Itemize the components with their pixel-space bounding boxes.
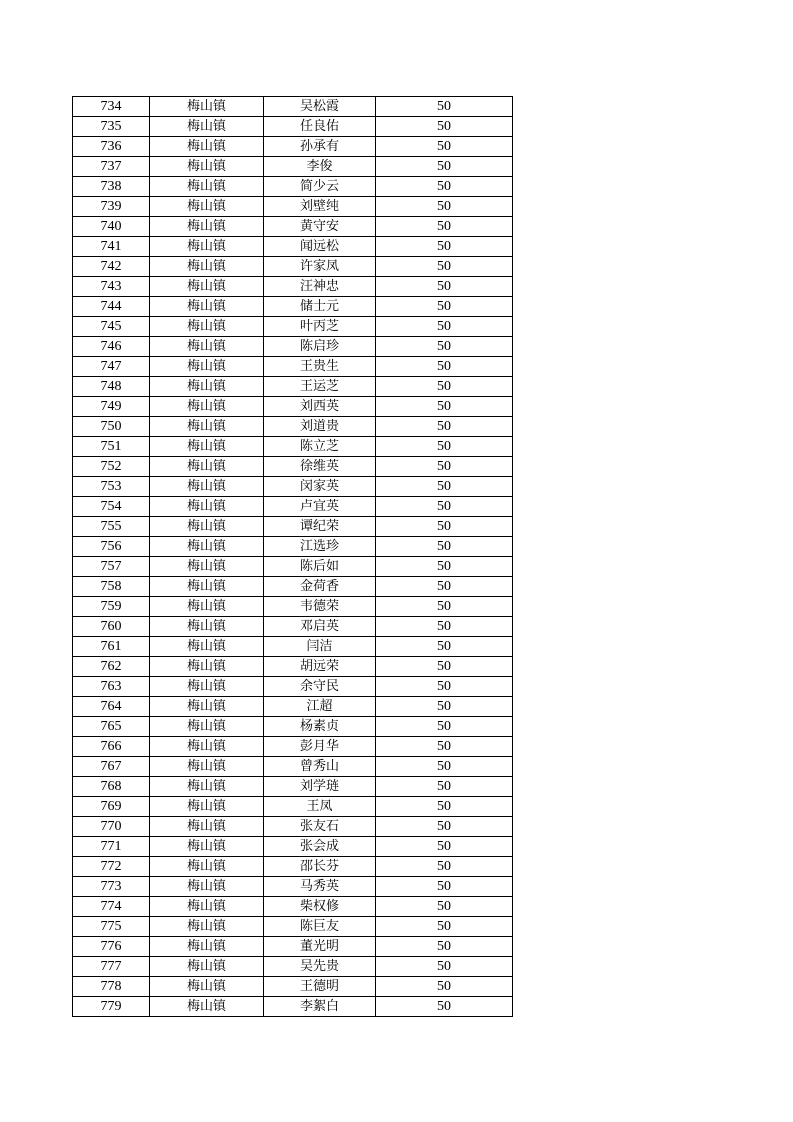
town-cell: 梅山镇 <box>150 257 264 277</box>
town-cell: 梅山镇 <box>150 577 264 597</box>
row-number-cell: 765 <box>73 717 150 737</box>
person-name-cell: 韦德荣 <box>264 597 376 617</box>
person-name-cell: 卢宜英 <box>264 497 376 517</box>
table-row <box>73 557 513 577</box>
amount-cell: 50 <box>376 957 513 977</box>
town-cell: 梅山镇 <box>150 797 264 817</box>
town-cell: 梅山镇 <box>150 317 264 337</box>
amount-cell: 50 <box>376 437 513 457</box>
person-name-cell: 吴先贵 <box>264 957 376 977</box>
town-cell: 梅山镇 <box>150 517 264 537</box>
person-name-cell: 马秀英 <box>264 877 376 897</box>
row-number-cell: 757 <box>73 557 150 577</box>
row-number-cell: 773 <box>73 877 150 897</box>
row-number-cell: 748 <box>73 377 150 397</box>
person-name-cell: 刘道贵 <box>264 417 376 437</box>
table-row <box>73 297 513 317</box>
person-name-cell: 任良佑 <box>264 117 376 137</box>
row-number-cell: 753 <box>73 477 150 497</box>
row-number-cell: 774 <box>73 897 150 917</box>
town-cell: 梅山镇 <box>150 297 264 317</box>
person-name-cell: 李絮白 <box>264 997 376 1017</box>
table-row <box>73 357 513 377</box>
table-row <box>73 417 513 437</box>
town-cell: 梅山镇 <box>150 597 264 617</box>
town-cell: 梅山镇 <box>150 997 264 1017</box>
row-number-cell: 779 <box>73 997 150 1017</box>
town-cell: 梅山镇 <box>150 697 264 717</box>
amount-cell: 50 <box>376 517 513 537</box>
table-row <box>73 617 513 637</box>
table-row <box>73 477 513 497</box>
table-row <box>73 177 513 197</box>
person-name-cell: 邵长芬 <box>264 857 376 877</box>
table-row <box>73 917 513 937</box>
table-row <box>73 977 513 997</box>
row-number-cell: 759 <box>73 597 150 617</box>
person-name-cell: 张会成 <box>264 837 376 857</box>
town-cell: 梅山镇 <box>150 157 264 177</box>
table-row <box>73 237 513 257</box>
table-row <box>73 317 513 337</box>
person-name-cell: 陈立芝 <box>264 437 376 457</box>
town-cell: 梅山镇 <box>150 197 264 217</box>
town-cell: 梅山镇 <box>150 457 264 477</box>
amount-cell: 50 <box>376 237 513 257</box>
town-cell: 梅山镇 <box>150 817 264 837</box>
table-row <box>73 377 513 397</box>
person-name-cell: 黄守安 <box>264 217 376 237</box>
amount-cell: 50 <box>376 417 513 437</box>
person-name-cell: 杨素贞 <box>264 717 376 737</box>
amount-cell: 50 <box>376 737 513 757</box>
town-cell: 梅山镇 <box>150 957 264 977</box>
row-number-cell: 760 <box>73 617 150 637</box>
town-cell: 梅山镇 <box>150 677 264 697</box>
town-cell: 梅山镇 <box>150 97 264 117</box>
amount-cell: 50 <box>376 837 513 857</box>
row-number-cell: 741 <box>73 237 150 257</box>
person-name-cell: 刘壁纯 <box>264 197 376 217</box>
amount-cell: 50 <box>376 717 513 737</box>
row-number-cell: 767 <box>73 757 150 777</box>
table-row <box>73 937 513 957</box>
person-name-cell: 邓启英 <box>264 617 376 637</box>
amount-cell: 50 <box>376 697 513 717</box>
table-row <box>73 857 513 877</box>
amount-cell: 50 <box>376 377 513 397</box>
table-row <box>73 817 513 837</box>
table-row <box>73 877 513 897</box>
town-cell: 梅山镇 <box>150 477 264 497</box>
town-cell: 梅山镇 <box>150 377 264 397</box>
amount-cell: 50 <box>376 617 513 637</box>
row-number-cell: 739 <box>73 197 150 217</box>
town-cell: 梅山镇 <box>150 937 264 957</box>
amount-cell: 50 <box>376 557 513 577</box>
town-cell: 梅山镇 <box>150 277 264 297</box>
row-number-cell: 749 <box>73 397 150 417</box>
table-row <box>73 257 513 277</box>
table-row <box>73 897 513 917</box>
table-row <box>73 757 513 777</box>
row-number-cell: 750 <box>73 417 150 437</box>
person-name-cell: 刘西英 <box>264 397 376 417</box>
table-row <box>73 137 513 157</box>
roster-body <box>73 97 513 1017</box>
person-name-cell: 叶丙芝 <box>264 317 376 337</box>
town-cell: 梅山镇 <box>150 877 264 897</box>
row-number-cell: 775 <box>73 917 150 937</box>
person-name-cell: 李俊 <box>264 157 376 177</box>
person-name-cell: 简少云 <box>264 177 376 197</box>
person-name-cell: 张友石 <box>264 817 376 837</box>
town-cell: 梅山镇 <box>150 637 264 657</box>
row-number-cell: 764 <box>73 697 150 717</box>
town-cell: 梅山镇 <box>150 357 264 377</box>
row-number-cell: 734 <box>73 97 150 117</box>
person-name-cell: 柴权修 <box>264 897 376 917</box>
person-name-cell: 王德明 <box>264 977 376 997</box>
table-row <box>73 797 513 817</box>
table-row <box>73 337 513 357</box>
person-name-cell: 徐维英 <box>264 457 376 477</box>
person-name-cell: 胡远荣 <box>264 657 376 677</box>
person-name-cell: 储士元 <box>264 297 376 317</box>
amount-cell: 50 <box>376 977 513 997</box>
amount-cell: 50 <box>376 457 513 477</box>
person-name-cell: 曾秀山 <box>264 757 376 777</box>
town-cell: 梅山镇 <box>150 977 264 997</box>
row-number-cell: 752 <box>73 457 150 477</box>
person-name-cell: 余守民 <box>264 677 376 697</box>
person-name-cell: 金荷香 <box>264 577 376 597</box>
person-name-cell: 王贵生 <box>264 357 376 377</box>
person-name-cell: 闻远松 <box>264 237 376 257</box>
town-cell: 梅山镇 <box>150 497 264 517</box>
amount-cell: 50 <box>376 757 513 777</box>
row-number-cell: 755 <box>73 517 150 537</box>
person-name-cell: 吴松霞 <box>264 97 376 117</box>
person-name-cell: 陈启珍 <box>264 337 376 357</box>
row-number-cell: 754 <box>73 497 150 517</box>
amount-cell: 50 <box>376 157 513 177</box>
row-number-cell: 772 <box>73 857 150 877</box>
town-cell: 梅山镇 <box>150 837 264 857</box>
town-cell: 梅山镇 <box>150 857 264 877</box>
row-number-cell: 738 <box>73 177 150 197</box>
table-row <box>73 837 513 857</box>
person-name-cell: 谭纪荣 <box>264 517 376 537</box>
person-name-cell: 王凤 <box>264 797 376 817</box>
person-name-cell: 江选珍 <box>264 537 376 557</box>
town-cell: 梅山镇 <box>150 777 264 797</box>
roster-table <box>72 96 513 1017</box>
row-number-cell: 746 <box>73 337 150 357</box>
amount-cell: 50 <box>376 177 513 197</box>
table-row <box>73 677 513 697</box>
person-name-cell: 闫洁 <box>264 637 376 657</box>
table-row <box>73 397 513 417</box>
row-number-cell: 756 <box>73 537 150 557</box>
amount-cell: 50 <box>376 117 513 137</box>
table-row <box>73 957 513 977</box>
row-number-cell: 771 <box>73 837 150 857</box>
town-cell: 梅山镇 <box>150 737 264 757</box>
table-row <box>73 777 513 797</box>
row-number-cell: 770 <box>73 817 150 837</box>
town-cell: 梅山镇 <box>150 717 264 737</box>
row-number-cell: 778 <box>73 977 150 997</box>
table-row <box>73 497 513 517</box>
amount-cell: 50 <box>376 337 513 357</box>
amount-cell: 50 <box>376 197 513 217</box>
table-row <box>73 717 513 737</box>
town-cell: 梅山镇 <box>150 417 264 437</box>
amount-cell: 50 <box>376 677 513 697</box>
amount-cell: 50 <box>376 277 513 297</box>
amount-cell: 50 <box>376 597 513 617</box>
town-cell: 梅山镇 <box>150 177 264 197</box>
town-cell: 梅山镇 <box>150 617 264 637</box>
table-row <box>73 277 513 297</box>
table-row <box>73 197 513 217</box>
row-number-cell: 761 <box>73 637 150 657</box>
amount-cell: 50 <box>376 317 513 337</box>
amount-cell: 50 <box>376 797 513 817</box>
town-cell: 梅山镇 <box>150 137 264 157</box>
table-row <box>73 657 513 677</box>
table-row <box>73 217 513 237</box>
town-cell: 梅山镇 <box>150 917 264 937</box>
amount-cell: 50 <box>376 917 513 937</box>
row-number-cell: 737 <box>73 157 150 177</box>
table-row <box>73 537 513 557</box>
amount-cell: 50 <box>376 857 513 877</box>
table-row <box>73 697 513 717</box>
person-name-cell: 闵家英 <box>264 477 376 497</box>
person-name-cell: 许家凤 <box>264 257 376 277</box>
amount-cell: 50 <box>376 357 513 377</box>
row-number-cell: 744 <box>73 297 150 317</box>
person-name-cell: 王运芝 <box>264 377 376 397</box>
table-row <box>73 457 513 477</box>
town-cell: 梅山镇 <box>150 397 264 417</box>
row-number-cell: 747 <box>73 357 150 377</box>
amount-cell: 50 <box>376 477 513 497</box>
amount-cell: 50 <box>376 777 513 797</box>
person-name-cell: 刘学琏 <box>264 777 376 797</box>
amount-cell: 50 <box>376 397 513 417</box>
amount-cell: 50 <box>376 637 513 657</box>
town-cell: 梅山镇 <box>150 237 264 257</box>
town-cell: 梅山镇 <box>150 897 264 917</box>
amount-cell: 50 <box>376 537 513 557</box>
town-cell: 梅山镇 <box>150 437 264 457</box>
table-row <box>73 597 513 617</box>
person-name-cell: 董光明 <box>264 937 376 957</box>
table-row <box>73 97 513 117</box>
town-cell: 梅山镇 <box>150 537 264 557</box>
table-row <box>73 117 513 137</box>
table-row <box>73 637 513 657</box>
row-number-cell: 766 <box>73 737 150 757</box>
town-cell: 梅山镇 <box>150 557 264 577</box>
table-row <box>73 437 513 457</box>
row-number-cell: 758 <box>73 577 150 597</box>
town-cell: 梅山镇 <box>150 117 264 137</box>
table-row <box>73 517 513 537</box>
table-row <box>73 997 513 1017</box>
table-row <box>73 157 513 177</box>
person-name-cell: 孙承有 <box>264 137 376 157</box>
amount-cell: 50 <box>376 137 513 157</box>
person-name-cell: 陈巨友 <box>264 917 376 937</box>
table-row <box>73 577 513 597</box>
amount-cell: 50 <box>376 877 513 897</box>
row-number-cell: 745 <box>73 317 150 337</box>
amount-cell: 50 <box>376 657 513 677</box>
table-row <box>73 737 513 757</box>
amount-cell: 50 <box>376 897 513 917</box>
row-number-cell: 743 <box>73 277 150 297</box>
amount-cell: 50 <box>376 257 513 277</box>
town-cell: 梅山镇 <box>150 217 264 237</box>
row-number-cell: 742 <box>73 257 150 277</box>
amount-cell: 50 <box>376 217 513 237</box>
row-number-cell: 736 <box>73 137 150 157</box>
person-name-cell: 彭月华 <box>264 737 376 757</box>
row-number-cell: 751 <box>73 437 150 457</box>
amount-cell: 50 <box>376 497 513 517</box>
person-name-cell: 汪神忠 <box>264 277 376 297</box>
amount-cell: 50 <box>376 297 513 317</box>
amount-cell: 50 <box>376 577 513 597</box>
row-number-cell: 763 <box>73 677 150 697</box>
row-number-cell: 740 <box>73 217 150 237</box>
town-cell: 梅山镇 <box>150 337 264 357</box>
row-number-cell: 762 <box>73 657 150 677</box>
row-number-cell: 769 <box>73 797 150 817</box>
amount-cell: 50 <box>376 997 513 1017</box>
town-cell: 梅山镇 <box>150 757 264 777</box>
amount-cell: 50 <box>376 937 513 957</box>
row-number-cell: 735 <box>73 117 150 137</box>
person-name-cell: 江超 <box>264 697 376 717</box>
amount-cell: 50 <box>376 817 513 837</box>
town-cell: 梅山镇 <box>150 657 264 677</box>
person-name-cell: 陈后如 <box>264 557 376 577</box>
row-number-cell: 776 <box>73 937 150 957</box>
amount-cell: 50 <box>376 97 513 117</box>
row-number-cell: 777 <box>73 957 150 977</box>
row-number-cell: 768 <box>73 777 150 797</box>
